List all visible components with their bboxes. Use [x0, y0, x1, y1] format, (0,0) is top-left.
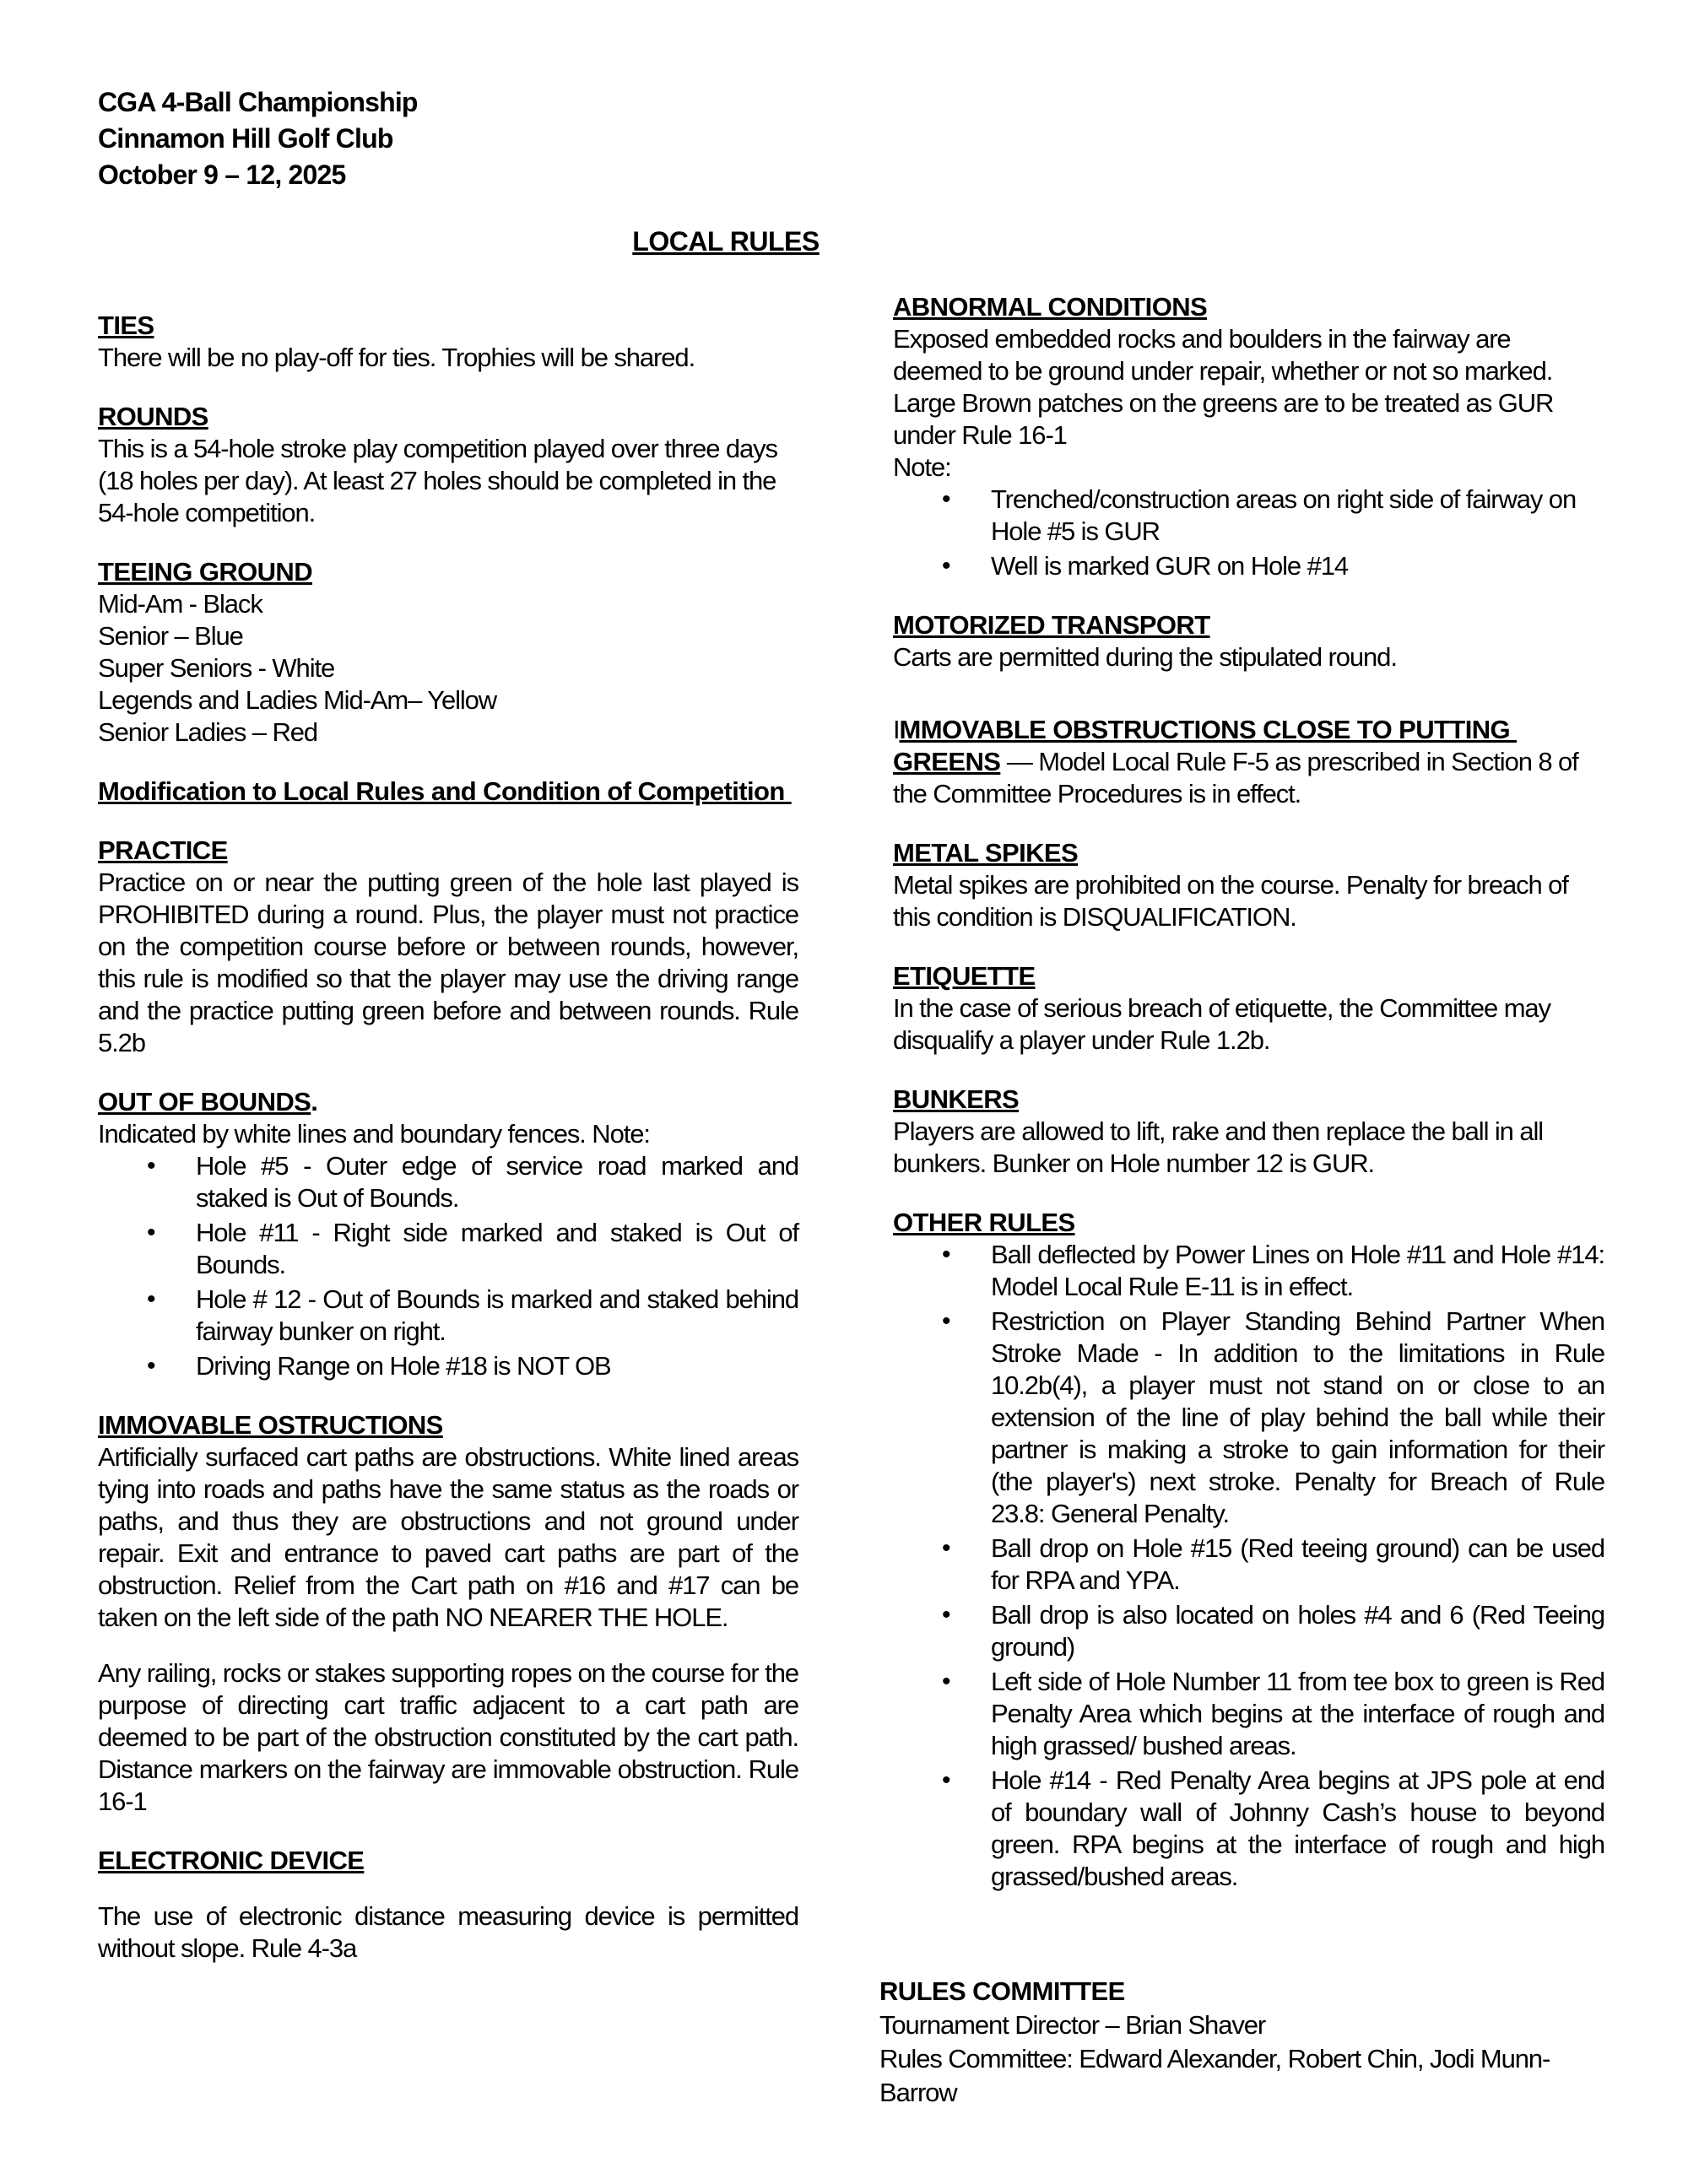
oob-text: Indicated by white lines and boundary fences. Note:: [98, 1119, 650, 1149]
etiquette-text: In the case of serious breach of etiquette, the Committee may disqualify a player under Rule 1.2b.: [893, 993, 1550, 1055]
section-immovable-obstructions: [98, 1409, 798, 1818]
abnormal-list: [893, 484, 1604, 582]
electronic-heading: ELECTRONIC DEVICE: [98, 1846, 365, 1875]
list-item: • Driving Range on Hole #18 is NOT OB: [196, 1350, 798, 1382]
section-abnormal-conditions: [893, 291, 1604, 582]
section-rounds: [98, 401, 798, 529]
etiquette-heading: ETIQUETTE: [893, 961, 1036, 991]
list-item: • Hole #14 - Red Penalty Area begins at JPS pole at end of boundary wall of Johnny Cash’s house to beyond green. RPA begins at the interface of rough and high grassed/bushed areas.: [991, 1765, 1604, 1893]
oob-heading: OUT OF BOUNDS: [98, 1087, 311, 1116]
right-column: [893, 291, 1604, 1920]
bunkers-text: Players are allowed to lift, rake and then replace the ball in all bunkers. Bunker on Hole number 12 is GUR.: [893, 1116, 1544, 1178]
list-item: • Trenched/construction areas on right side of fairway on Hole #5 is GUR: [991, 484, 1604, 548]
committee-heading: RULES COMMITTEE: [879, 1976, 1125, 2006]
practice-heading: PRACTICE: [98, 835, 228, 865]
immovable-heading: IMMOVABLE OSTRUCTIONS: [98, 1410, 443, 1440]
immovable-close-prefix: I: [893, 715, 900, 744]
tee-line: Senior Ladies – Red: [98, 717, 318, 747]
rounds-heading: ROUNDS: [98, 402, 208, 431]
immovable-text-2: Any railing, rocks or stakes supporting ropes on the course for the purpose of directing cart traffic adjacent to a cart path are deemed to be part of the obstruction constituted by the cart path. Distance markers on the fairway are immovable obstruction. Rule 16-1: [98, 1658, 798, 1816]
immovable-close-heading-line1: MMOVABLE OBSTRUCTIONS CLOSE TO PUTTING: [899, 715, 1518, 744]
modification-heading: Modification to Local Rules and Condition of Competition: [98, 776, 792, 806]
section-modification: [98, 776, 798, 808]
ties-heading: TIES: [98, 311, 154, 340]
list-item: • Left side of Hole Number 11 from tee box to green is Red Penalty Area which begins at the interface of rough and high grassed/ bushed areas.: [991, 1666, 1604, 1762]
club-name: Cinnamon Hill Golf Club: [98, 123, 393, 154]
section-etiquette: [893, 960, 1604, 1057]
teeing-heading: TEEING GROUND: [98, 557, 312, 587]
rounds-text: This is a 54-hole stroke play competition played over three days (18 holes per day). At least 27 holes should be completed in the 54-hole competition.: [98, 434, 777, 527]
list-item: • Well is marked GUR on Hole #14: [991, 550, 1604, 582]
oob-heading-period: .: [311, 1087, 317, 1116]
event-dates: October 9 – 12, 2025: [98, 159, 346, 190]
section-practice: [98, 835, 798, 1059]
other-list: [893, 1239, 1604, 1893]
immovable-close-heading-line2: GREENS: [893, 747, 1001, 776]
metal-text: Metal spikes are prohibited on the course. Penalty for breach of this condition is DISQUALIFICATION.: [893, 870, 1568, 932]
immovable-close-text: — Model Local Rule F-5 as prescribed in Section 8 of the Committee Procedures is in effect.: [893, 747, 1578, 808]
list-item: • Restriction on Player Standing Behind Partner When Stroke Made - In addition to the limitations in Rule 10.2b(4), a player must not stand on or close to an extension of the line of play behind the ball while their partner is making a stroke to gain information for their (the player's) next stroke. Penalty for Breach of Rule 23.8: General Penalty.: [991, 1306, 1604, 1530]
immovable-close-heading: [893, 714, 1604, 746]
section-bunkers: [893, 1084, 1604, 1180]
oob-heading-line: [98, 1086, 798, 1118]
section-other-rules: [893, 1207, 1604, 1893]
committee-members: Rules Committee: Edward Alexander, Robert Chin, Jodi Munn-Barrow: [879, 2044, 1550, 2107]
page-title: LOCAL RULES: [632, 226, 820, 257]
list-item: • Hole # 12 - Out of Bounds is marked and staked behind fairway bunker on right.: [196, 1284, 798, 1348]
section-motorized-transport: [893, 609, 1604, 673]
motorized-heading: MOTORIZED TRANSPORT: [893, 610, 1210, 640]
abnormal-heading: ABNORMAL CONDITIONS: [893, 292, 1208, 322]
section-immovable-close-to-greens: [893, 714, 1604, 810]
section-rules-committee: [879, 1975, 1605, 2110]
abnormal-note: Note:: [893, 452, 951, 482]
abnormal-text: Exposed embedded rocks and boulders in the fairway are deemed to be ground under repair, whether or not so marked. Large Brown patches on the greens are to be treated as GUR under Rule 16-1: [893, 324, 1554, 450]
section-out-of-bounds: [98, 1086, 798, 1382]
left-column: [98, 310, 798, 1992]
section-teeing-ground: [98, 556, 798, 749]
document-header: [98, 84, 418, 193]
section-electronic-device: [98, 1845, 798, 1965]
section-ties: [98, 310, 798, 374]
tee-line: Mid-Am - Black: [98, 589, 262, 619]
list-item: • Ball drop on Hole #15 (Red teeing ground) can be used for RPA and YPA.: [991, 1533, 1604, 1597]
list-item: • Ball drop is also located on holes #4 and 6 (Red Teeing ground): [991, 1599, 1604, 1663]
practice-text: Practice on or near the putting green of the hole last played is PROHIBITED during a round. Plus, the player must not practice on the competition course before or between rounds, however, this rule is modified so that the player may use the driving range and the practice putting green before and between rounds. Rule 5.2b: [98, 868, 798, 1057]
section-metal-spikes: [893, 837, 1604, 933]
oob-list: [98, 1150, 798, 1382]
bunkers-heading: BUNKERS: [893, 1084, 1020, 1114]
tee-line: Super Seniors - White: [98, 653, 335, 683]
metal-heading: METAL SPIKES: [893, 838, 1079, 868]
list-item: • Hole #5 - Outer edge of service road marked and staked is Out of Bounds.: [196, 1150, 798, 1214]
immovable-close-body: [893, 746, 1604, 810]
championship-name: CGA 4-Ball Championship: [98, 87, 418, 117]
list-item: • Hole #11 - Right side marked and staked is Out of Bounds.: [196, 1217, 798, 1281]
motorized-text: Carts are permitted during the stipulated round.: [893, 642, 1397, 672]
tournament-director: Tournament Director – Brian Shaver: [879, 2010, 1266, 2040]
list-item: • Ball deflected by Power Lines on Hole #11 and Hole #14: Model Local Rule E-11 is in effect.: [991, 1239, 1604, 1303]
tee-line: Senior – Blue: [98, 621, 243, 651]
ties-text: There will be no play-off for ties. Trophies will be shared.: [98, 343, 695, 372]
other-heading: OTHER RULES: [893, 1208, 1075, 1237]
immovable-text: Artificially surfaced cart paths are obstructions. White lined areas tying into roads and paths have the same status as the roads or paths, and thus they are obstructions and not ground under repair. Exit and entrance to paved cart paths are part of the obstruction. Relief from the Cart path on #16 and #17 can be taken on the left side of the path NO NEARER THE HOLE.: [98, 1442, 798, 1632]
electronic-text: The use of electronic distance measuring device is permitted without slope. Rule 4-3a: [98, 1901, 798, 1963]
tee-line: Legends and Ladies Mid-Am– Yellow: [98, 685, 497, 715]
